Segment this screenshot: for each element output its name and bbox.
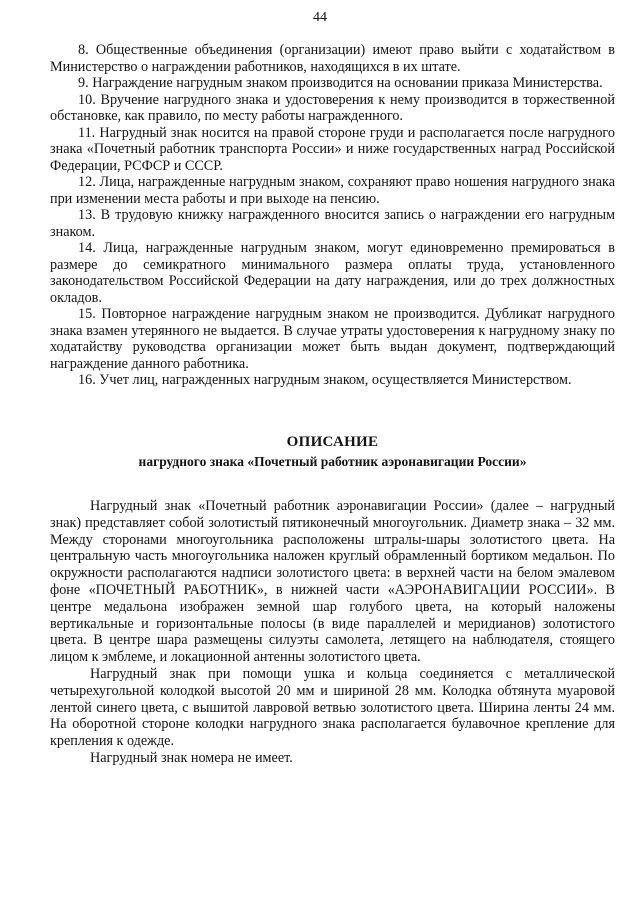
list-item: 8. Общественные объединения (организации) имеют право выйти с ходатайством в Министерство о награждении работников, находящихся в их штате. [50,42,615,75]
badge-description [50,498,615,767]
page-number: 44 [313,10,327,25]
list-item: 11. Нагрудный знак носится на правой стороне груди и располагается после нагрудного знака «Почетный работник транспорта России» и ниже государственных наград Российской Федерации, РСФСР и СССР. [50,124,615,174]
section-heading: ОПИСАНИЕ [286,434,379,450]
list-item: 10. Вручение нагрудного знака и удостоверения к нему производится в торжественной обстановке, как правило, по месту работы награжденного. [50,91,615,124]
list-item: 14. Лица, награжденные нагрудным знаком, могут единовременно премироваться в размере до семикратного минимального размера оплаты труда, установленного законодательством Российской Федерации на дату награждения, или до трех должностных окладов. [50,240,615,306]
description-paragraph: Нагрудный знак «Почетный работник аэронавигации России» (далее – нагрудный знак) представляет собой золотистый пятиконечный многоугольник. Диаметр знака – 32 мм. Между сторонами многоугольника расположены штралы-шары золотистого цвета. На центральную часть многоугольника наложен круглый обрамленный бортиком медальон. По окружности располагаются надписи золотистого цвета: в верхней части на белом эмалевом фоне «ПОЧЕТНЫЙ РАБОТНИК», в нижней части «АЭРОНАВИГАЦИИ РОССИИ». В центре медальона изображен земной шар голубого цвета, на который наложены вертикальные и горизонтальные полосы (в виде параллелей и меридианов) золотистого цвета. В центре шара размещены силуэты самолета, летящего на наблюдателя, стоящего лицом к эмблеме, и локационной антенны золотистого цвета. [50,498,615,666]
description-paragraph: Нагрудный знак номера не имеет. [90,749,293,766]
regulation-list [50,42,615,389]
list-item: 15. Повторное награждение нагрудным знаком не производится. Дубликат нагрудного знака взамен утерянного не выдается. В случае утраты удостоверения к нагрудному знаку по ходатайству руководства организации может быть выдан документ, подтверждающий награждение данного работника. [50,306,615,372]
list-item: 12. Лица, награжденные нагрудным знаком, сохраняют право ношения нагрудного знака при изменении места работы и при выходе на пенсию. [50,174,615,207]
description-paragraph: Нагрудный знак при помощи ушка и кольца соединяется с металлической четырехугольной колодкой высотой 20 мм и шириной 28 мм. Колодка обтянута муаровой лентой синего цвета, с вышитой лавровой ветвью золотистого цвета. Ширина ленты 24 мм. На оборотной стороне колодки нагрудного знака располагается булавочное крепление для крепления к одежде. [50,665,615,750]
section-subheading: нагрудного знака «Почетный работник аэронавигации России» [138,454,527,469]
list-item: 9. Награждение нагрудным знаком производится на основании приказа Министерства. [78,75,603,91]
list-item: 16. Учет лиц, награжденных нагрудным знаком, осуществляется Министерством. [78,372,572,388]
list-item: 13. В трудовую книжку награжденного вносится запись о награждении его нагрудным знаком. [50,207,615,240]
